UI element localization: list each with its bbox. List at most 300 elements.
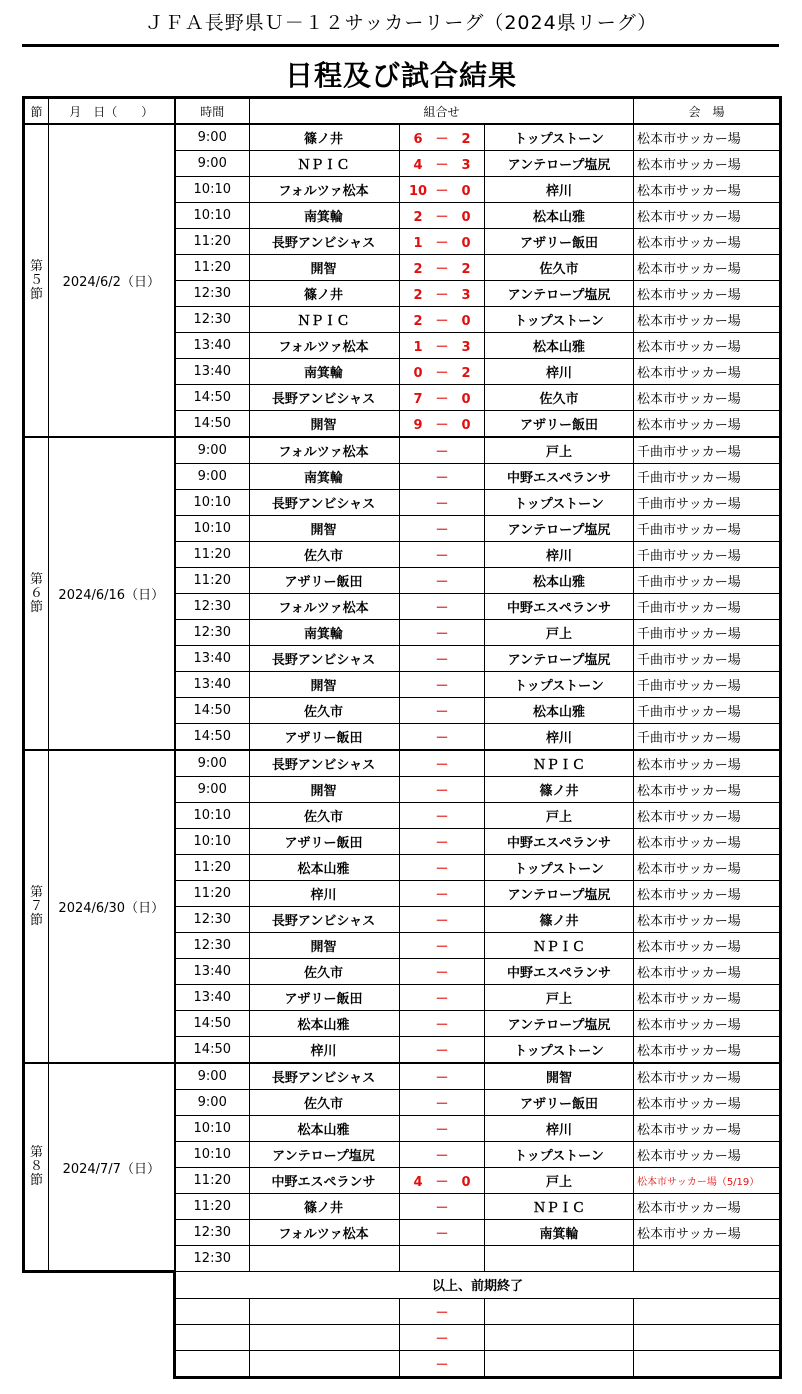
score-dash: － <box>435 132 449 147</box>
home-team: フォルツァ松本 <box>250 594 400 620</box>
match-venue: 松本市サッカー場 <box>634 1142 781 1168</box>
col-venue-header: 会 場 <box>634 98 781 125</box>
round-section-label: 第５節 <box>24 124 49 437</box>
home-score: 4 <box>413 158 423 173</box>
match-score <box>400 255 485 281</box>
match-time: 14:50 <box>175 411 250 438</box>
match-venue <box>634 1246 781 1272</box>
home-team: アザリー飯田 <box>250 568 400 594</box>
match-venue: 松本市サッカー場 <box>634 933 781 959</box>
match-time: 14:50 <box>175 1037 250 1064</box>
away-team: トップストーン <box>485 855 634 881</box>
home-team: フォルツァ松本 <box>250 1220 400 1246</box>
away-team: 南箕輪 <box>485 1220 634 1246</box>
match-score <box>400 437 485 464</box>
home-team: 佐久市 <box>250 542 400 568</box>
away-team: トップストーン <box>485 1037 634 1064</box>
away-team: 中野エスペランサ <box>485 464 634 490</box>
score-dash: － <box>435 627 449 642</box>
away-team: アンテロープ塩尻 <box>485 151 634 177</box>
match-venue: 松本市サッカー場 <box>634 177 781 203</box>
away-score: 3 <box>461 288 471 303</box>
match-venue: 松本市サッカー場 <box>634 281 781 307</box>
match-score <box>400 1116 485 1142</box>
away-team: 梓川 <box>485 359 634 385</box>
away-team: 梓川 <box>485 542 634 568</box>
match-venue: 千曲市サッカー場 <box>634 698 781 724</box>
empty-home <box>250 1324 400 1350</box>
title-rule <box>22 44 779 47</box>
match-venue: 松本市サッカー場 <box>634 255 781 281</box>
score-dash: － <box>435 1227 449 1242</box>
match-venue: 千曲市サッカー場 <box>634 437 781 464</box>
match-time: 14:50 <box>175 385 250 411</box>
away-team: ＮＰＩＣ <box>485 933 634 959</box>
match-row <box>24 437 781 464</box>
empty-time <box>175 1350 250 1377</box>
match-venue: 千曲市サッカー場 <box>634 516 781 542</box>
home-team: 篠ノ井 <box>250 1194 400 1220</box>
match-venue: 松本市サッカー場 <box>634 124 781 151</box>
score-dash: － <box>435 366 449 381</box>
match-time: 11:20 <box>175 855 250 881</box>
away-team: ＮＰＩＣ <box>485 750 634 777</box>
score-dash: － <box>435 679 449 694</box>
home-team <box>250 1246 400 1272</box>
away-team: 松本山雅 <box>485 333 634 359</box>
home-team: アザリー飯田 <box>250 829 400 855</box>
away-score: 0 <box>461 236 471 251</box>
match-score <box>400 724 485 751</box>
match-score <box>400 594 485 620</box>
home-score: 7 <box>413 392 423 407</box>
match-venue: 松本市サッカー場 <box>634 1220 781 1246</box>
match-score <box>400 385 485 411</box>
score-dash: － <box>435 418 449 433</box>
home-team: 佐久市 <box>250 698 400 724</box>
match-score <box>400 672 485 698</box>
away-team: 中野エスペランサ <box>485 829 634 855</box>
match-time: 9:00 <box>175 1090 250 1116</box>
empty-time <box>175 1324 250 1350</box>
empty-away <box>485 1350 634 1377</box>
away-team: 松本山雅 <box>485 203 634 229</box>
match-score <box>400 516 485 542</box>
away-team: アザリー飯田 <box>485 411 634 438</box>
away-score: 0 <box>461 1175 471 1190</box>
score-dash: － <box>435 549 449 564</box>
home-team: フォルツァ松本 <box>250 177 400 203</box>
round-date: 2024/6/30（日） <box>49 750 175 1063</box>
score-dash: － <box>435 262 449 277</box>
empty-away <box>485 1298 634 1324</box>
home-team: 長野アンビシャス <box>250 750 400 777</box>
match-row <box>24 1063 781 1090</box>
away-team: 佐久市 <box>485 385 634 411</box>
home-team: 開智 <box>250 777 400 803</box>
score-dash: － <box>435 1018 449 1033</box>
home-team: 南箕輪 <box>250 203 400 229</box>
away-team: アザリー飯田 <box>485 1090 634 1116</box>
home-team: 南箕輪 <box>250 620 400 646</box>
match-venue: 松本市サッカー場 <box>634 959 781 985</box>
round-date: 2024/6/2（日） <box>49 124 175 437</box>
match-score <box>400 1194 485 1220</box>
schedule-table <box>22 96 782 1379</box>
match-score <box>400 411 485 438</box>
match-venue: 千曲市サッカー場 <box>634 724 781 751</box>
match-time: 12:30 <box>175 594 250 620</box>
blank-cell <box>24 1272 175 1299</box>
score-dash: － <box>435 1331 449 1347</box>
home-score: 1 <box>413 236 423 251</box>
match-score <box>400 1168 485 1194</box>
match-venue: 松本市サッカー場 <box>634 151 781 177</box>
score-dash: － <box>435 862 449 877</box>
home-team: ＮＰＩＣ <box>250 151 400 177</box>
home-team: 長野アンビシャス <box>250 1063 400 1090</box>
match-venue: 松本市サッカー場 <box>634 1090 781 1116</box>
home-team: 篠ノ井 <box>250 281 400 307</box>
home-team: 佐久市 <box>250 959 400 985</box>
empty-score <box>400 1350 485 1377</box>
match-time: 11:20 <box>175 881 250 907</box>
blank-cell <box>24 1350 175 1377</box>
empty-home <box>250 1298 400 1324</box>
col-time-header: 時間 <box>175 98 250 125</box>
away-team: 中野エスペランサ <box>485 594 634 620</box>
match-time: 11:20 <box>175 255 250 281</box>
score-dash: － <box>435 705 449 720</box>
round-section-label: 第８節 <box>24 1063 49 1272</box>
home-score: 2 <box>413 210 423 225</box>
round-date: 2024/7/7（日） <box>49 1063 175 1272</box>
home-team: 梓川 <box>250 1037 400 1064</box>
round-section-label: 第７節 <box>24 750 49 1063</box>
score-dash: － <box>435 836 449 851</box>
match-score <box>400 1090 485 1116</box>
match-venue: 松本市サッカー場 <box>634 1194 781 1220</box>
away-team: 梓川 <box>485 177 634 203</box>
away-team: 戸上 <box>485 437 634 464</box>
away-team <box>485 1246 634 1272</box>
match-score <box>400 777 485 803</box>
match-venue: 松本市サッカー場 <box>634 203 781 229</box>
match-time: 11:20 <box>175 229 250 255</box>
match-score <box>400 750 485 777</box>
match-time: 10:10 <box>175 516 250 542</box>
match-time: 9:00 <box>175 777 250 803</box>
match-score <box>400 124 485 151</box>
home-team: 開智 <box>250 672 400 698</box>
end-note: 以上、前期終了 <box>175 1272 781 1299</box>
home-team: ＮＰＩＣ <box>250 307 400 333</box>
score-dash: － <box>435 236 449 251</box>
match-score <box>400 985 485 1011</box>
match-venue: 松本市サッカー場 <box>634 829 781 855</box>
score-dash: － <box>435 1071 449 1086</box>
match-time: 12:30 <box>175 620 250 646</box>
empty-venue <box>634 1298 781 1324</box>
empty-time <box>175 1298 250 1324</box>
match-score <box>400 907 485 933</box>
score-dash: － <box>435 1097 449 1112</box>
home-team: 開智 <box>250 255 400 281</box>
match-venue: 千曲市サッカー場 <box>634 464 781 490</box>
score-dash: － <box>435 1175 449 1190</box>
score-dash: － <box>435 1357 449 1373</box>
home-team: 開智 <box>250 411 400 438</box>
score-dash: － <box>435 340 449 355</box>
match-venue: 松本市サッカー場（5/19） <box>634 1168 781 1194</box>
match-time: 13:40 <box>175 672 250 698</box>
match-time: 11:20 <box>175 568 250 594</box>
match-venue: 松本市サッカー場 <box>634 385 781 411</box>
match-score <box>400 1220 485 1246</box>
home-team: 松本山雅 <box>250 855 400 881</box>
empty-score <box>400 1298 485 1324</box>
away-score: 0 <box>461 184 471 199</box>
score-dash: － <box>435 888 449 903</box>
match-venue: 千曲市サッカー場 <box>634 490 781 516</box>
score-dash: － <box>435 731 449 746</box>
home-team: フォルツァ松本 <box>250 333 400 359</box>
match-time: 9:00 <box>175 1063 250 1090</box>
score-dash: － <box>435 392 449 407</box>
match-time: 12:30 <box>175 907 250 933</box>
home-team: 長野アンビシャス <box>250 385 400 411</box>
away-score: 0 <box>461 392 471 407</box>
match-time: 9:00 <box>175 464 250 490</box>
empty-row <box>24 1298 781 1324</box>
match-time: 12:30 <box>175 1220 250 1246</box>
away-team: 戸上 <box>485 985 634 1011</box>
match-score <box>400 307 485 333</box>
score-dash: － <box>435 1201 449 1216</box>
match-venue: 松本市サッカー場 <box>634 1011 781 1037</box>
end-note-row <box>24 1272 781 1299</box>
match-time: 14:50 <box>175 724 250 751</box>
match-score <box>400 177 485 203</box>
match-venue: 松本市サッカー場 <box>634 307 781 333</box>
match-venue: 松本市サッカー場 <box>634 1037 781 1064</box>
away-team: 戸上 <box>485 620 634 646</box>
match-time: 10:10 <box>175 829 250 855</box>
match-time: 10:10 <box>175 1142 250 1168</box>
match-time: 10:10 <box>175 803 250 829</box>
away-team: 中野エスペランサ <box>485 959 634 985</box>
page-title: 日程及び試合結果 <box>284 59 517 92</box>
score-dash: － <box>435 966 449 981</box>
match-score <box>400 568 485 594</box>
home-team: 開智 <box>250 516 400 542</box>
match-venue: 松本市サッカー場 <box>634 907 781 933</box>
match-score <box>400 959 485 985</box>
home-team: 長野アンビシャス <box>250 646 400 672</box>
match-venue: 千曲市サッカー場 <box>634 594 781 620</box>
score-dash: － <box>435 158 449 173</box>
col-date-header: 月 日（ ） <box>49 98 175 125</box>
away-team: アザリー飯田 <box>485 229 634 255</box>
home-team: 南箕輪 <box>250 359 400 385</box>
away-team: トップストーン <box>485 490 634 516</box>
home-team: 佐久市 <box>250 803 400 829</box>
score-dash: － <box>435 784 449 799</box>
empty-score <box>400 1324 485 1350</box>
match-time: 10:10 <box>175 203 250 229</box>
match-score <box>400 151 485 177</box>
score-dash: － <box>435 288 449 303</box>
home-score: 6 <box>413 132 423 147</box>
home-score: 10 <box>408 184 428 199</box>
match-score <box>400 1246 485 1272</box>
away-team: アンテロープ塩尻 <box>485 646 634 672</box>
away-team: 戸上 <box>485 1168 634 1194</box>
match-score <box>400 933 485 959</box>
empty-away <box>485 1324 634 1350</box>
match-score <box>400 203 485 229</box>
score-dash: － <box>435 940 449 955</box>
match-venue: 松本市サッカー場 <box>634 1063 781 1090</box>
home-team: 長野アンビシャス <box>250 229 400 255</box>
score-dash: － <box>435 314 449 329</box>
home-score: 2 <box>413 314 423 329</box>
match-time: 10:10 <box>175 1116 250 1142</box>
match-time: 12:30 <box>175 1246 250 1272</box>
match-venue: 松本市サッカー場 <box>634 881 781 907</box>
score-dash: － <box>435 1123 449 1138</box>
away-team: トップストーン <box>485 307 634 333</box>
empty-venue <box>634 1324 781 1350</box>
empty-home <box>250 1350 400 1377</box>
match-time: 12:30 <box>175 281 250 307</box>
home-team: 松本山雅 <box>250 1116 400 1142</box>
away-team: トップストーン <box>485 124 634 151</box>
away-team: 松本山雅 <box>485 568 634 594</box>
away-team: アンテロープ塩尻 <box>485 281 634 307</box>
home-team: 南箕輪 <box>250 464 400 490</box>
match-row <box>24 124 781 151</box>
match-time: 11:20 <box>175 542 250 568</box>
match-time: 12:30 <box>175 307 250 333</box>
away-score: 2 <box>461 132 471 147</box>
match-score <box>400 803 485 829</box>
match-venue: 松本市サッカー場 <box>634 229 781 255</box>
home-score: 2 <box>413 262 423 277</box>
match-venue: 松本市サッカー場 <box>634 359 781 385</box>
home-team: 中野エスペランサ <box>250 1168 400 1194</box>
match-venue: 千曲市サッカー場 <box>634 646 781 672</box>
away-team: アンテロープ塩尻 <box>485 881 634 907</box>
header-row <box>24 98 781 125</box>
match-score <box>400 229 485 255</box>
match-venue: 松本市サッカー場 <box>634 855 781 881</box>
match-time: 14:50 <box>175 1011 250 1037</box>
match-time: 10:10 <box>175 490 250 516</box>
match-time: 13:40 <box>175 333 250 359</box>
empty-row <box>24 1324 781 1350</box>
away-team: 佐久市 <box>485 255 634 281</box>
away-team: 篠ノ井 <box>485 777 634 803</box>
away-score: 0 <box>461 314 471 329</box>
match-venue: 松本市サッカー場 <box>634 777 781 803</box>
away-team: ＮＰＩＣ <box>485 1194 634 1220</box>
match-time: 11:20 <box>175 1194 250 1220</box>
match-score <box>400 1142 485 1168</box>
home-score: 1 <box>413 340 423 355</box>
home-score: 0 <box>413 366 423 381</box>
away-team: 篠ノ井 <box>485 907 634 933</box>
away-score: 3 <box>461 340 471 355</box>
score-dash: － <box>435 210 449 225</box>
match-venue: 松本市サッカー場 <box>634 333 781 359</box>
match-score <box>400 881 485 907</box>
match-score <box>400 1037 485 1064</box>
home-team: アザリー飯田 <box>250 985 400 1011</box>
match-time: 10:10 <box>175 177 250 203</box>
match-score <box>400 490 485 516</box>
away-team: トップストーン <box>485 672 634 698</box>
away-score: 3 <box>461 158 471 173</box>
match-time: 9:00 <box>175 437 250 464</box>
score-dash: － <box>435 497 449 512</box>
match-score <box>400 464 485 490</box>
match-score <box>400 646 485 672</box>
match-venue: 千曲市サッカー場 <box>634 542 781 568</box>
away-score: 0 <box>461 418 471 433</box>
match-score <box>400 333 485 359</box>
match-time: 9:00 <box>175 750 250 777</box>
match-row <box>24 750 781 777</box>
home-team: アザリー飯田 <box>250 724 400 751</box>
home-team: 長野アンビシャス <box>250 907 400 933</box>
away-team: 開智 <box>485 1063 634 1090</box>
home-score: 2 <box>413 288 423 303</box>
score-dash: － <box>435 184 449 199</box>
home-score: 9 <box>413 418 423 433</box>
match-time: 14:50 <box>175 698 250 724</box>
score-dash: － <box>435 992 449 1007</box>
match-time: 13:40 <box>175 359 250 385</box>
home-team: 長野アンビシャス <box>250 490 400 516</box>
match-venue: 松本市サッカー場 <box>634 750 781 777</box>
score-dash: － <box>435 471 449 486</box>
away-score: 0 <box>461 210 471 225</box>
away-team: アンテロープ塩尻 <box>485 1011 634 1037</box>
round-section-label: 第６節 <box>24 437 49 750</box>
match-score <box>400 281 485 307</box>
match-score <box>400 855 485 881</box>
home-team: 篠ノ井 <box>250 124 400 151</box>
match-venue: 千曲市サッカー場 <box>634 620 781 646</box>
round-date: 2024/6/16（日） <box>49 437 175 750</box>
match-time: 13:40 <box>175 646 250 672</box>
score-dash: － <box>435 1044 449 1059</box>
score-dash: － <box>435 445 449 460</box>
match-score <box>400 1063 485 1090</box>
match-score <box>400 542 485 568</box>
empty-row <box>24 1350 781 1377</box>
league-title: ＪＦＡ長野県Ｕ－１２サッカーリーグ（2024県リーグ） <box>144 12 658 34</box>
match-venue: 千曲市サッカー場 <box>634 672 781 698</box>
match-time: 11:20 <box>175 1168 250 1194</box>
home-score: 4 <box>413 1175 423 1190</box>
match-time: 12:30 <box>175 933 250 959</box>
away-team: 梓川 <box>485 1116 634 1142</box>
blank-cell <box>24 1298 175 1324</box>
match-venue: 松本市サッカー場 <box>634 985 781 1011</box>
home-team: フォルツァ松本 <box>250 437 400 464</box>
